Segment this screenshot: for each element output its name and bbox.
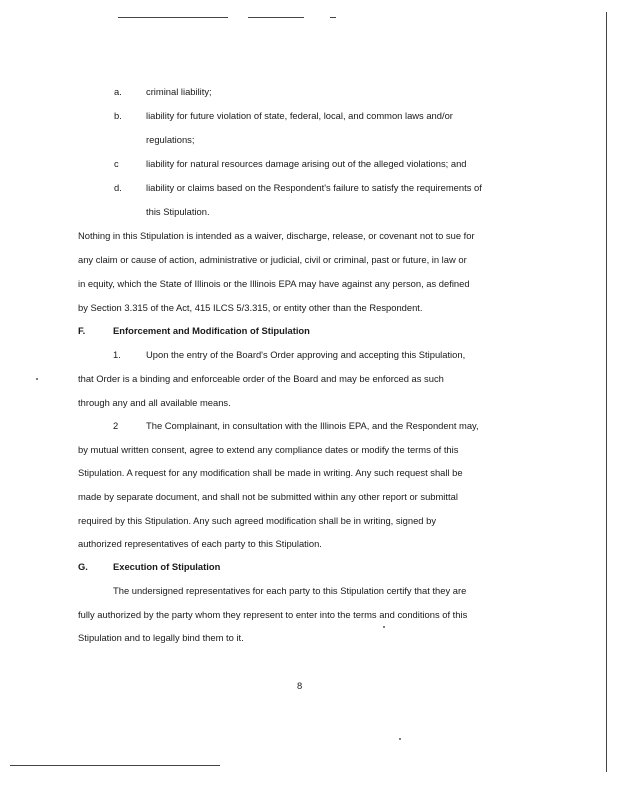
paragraph-line: that Order is a binding and enforceable order of the Board and may be enforced as such — [78, 373, 444, 384]
paragraph-line: The undersigned representatives for each party to this Stipulation certify that they are — [113, 585, 467, 596]
paragraph-line: by mutual written consent, agree to extend any compliance dates or modify the terms of this — [78, 444, 459, 455]
section-heading: Execution of Stipulation — [113, 561, 221, 572]
list-item-text: criminal liability; — [146, 86, 212, 97]
scan-artifact-top-line — [248, 17, 304, 18]
paragraph-line: through any and all available means. — [78, 397, 231, 408]
list-item-text: this Stipulation. — [146, 206, 210, 217]
scan-artifact-top-line — [118, 17, 228, 18]
scan-artifact-top-line — [330, 17, 336, 18]
section-number: F. — [78, 325, 86, 336]
paragraph-line: fully authorized by the party whom they represent to enter into the terms and conditions of this — [78, 609, 468, 620]
paragraph-line: in equity, which the State of Illinois or the Illinois EPA may have against any person, as defined — [78, 278, 470, 289]
paragraph-number: 1. — [113, 349, 121, 360]
page-number: 8 — [297, 680, 303, 691]
section-number: G. — [78, 561, 88, 572]
paragraph-line: required by this Stipulation. Any such agreed modification shall be in writing, signed by — [78, 515, 437, 526]
list-item-text: liability for future violation of state, federal, local, and common laws and/or — [146, 110, 453, 121]
list-item-text: liability or claims based on the Respondent's failure to satisfy the requirements of — [146, 182, 482, 193]
paragraph-line: any claim or cause of action, administrative or judicial, civil or criminal, past or future, in law or — [78, 254, 467, 265]
paragraph-line: made by separate document, and shall not be submitted within any other report or submittal — [78, 491, 458, 502]
paragraph-number: 2 — [113, 420, 119, 431]
paragraph-line: The Complainant, in consultation with the Illinois EPA, and the Respondent may, — [146, 420, 479, 431]
paragraph-line: Stipulation and to legally bind them to it. — [78, 632, 244, 643]
section-heading: Enforcement and Modification of Stipulation — [113, 325, 310, 336]
scan-artifact-right-edge — [606, 12, 607, 772]
paragraph-line: by Section 3.315 of the Act, 415 ILCS 5/3.315, or entity other than the Respondent. — [78, 302, 423, 313]
list-item-label: d. — [114, 182, 122, 193]
list-item-label: c — [114, 158, 119, 169]
list-item-text: regulations; — [146, 134, 195, 145]
paragraph-line: Upon the entry of the Board's Order approving and accepting this Stipulation, — [146, 349, 466, 360]
list-item-text: liability for natural resources damage arising out of the alleged violations; and — [146, 158, 467, 169]
scan-speck — [36, 378, 38, 380]
paragraph-line: authorized representatives of each party to this Stipulation. — [78, 538, 322, 549]
scan-artifact-bottom-line — [10, 765, 220, 766]
list-item-label: a. — [114, 86, 122, 97]
paragraph-line: Nothing in this Stipulation is intended as a waiver, discharge, release, or covenant not to sue for — [78, 230, 475, 241]
list-item-label: b. — [114, 110, 122, 121]
scan-speck — [399, 738, 401, 740]
scan-speck — [383, 626, 385, 628]
paragraph-line: Stipulation. A request for any modification shall be made in writing. Any such request shall be — [78, 467, 463, 478]
